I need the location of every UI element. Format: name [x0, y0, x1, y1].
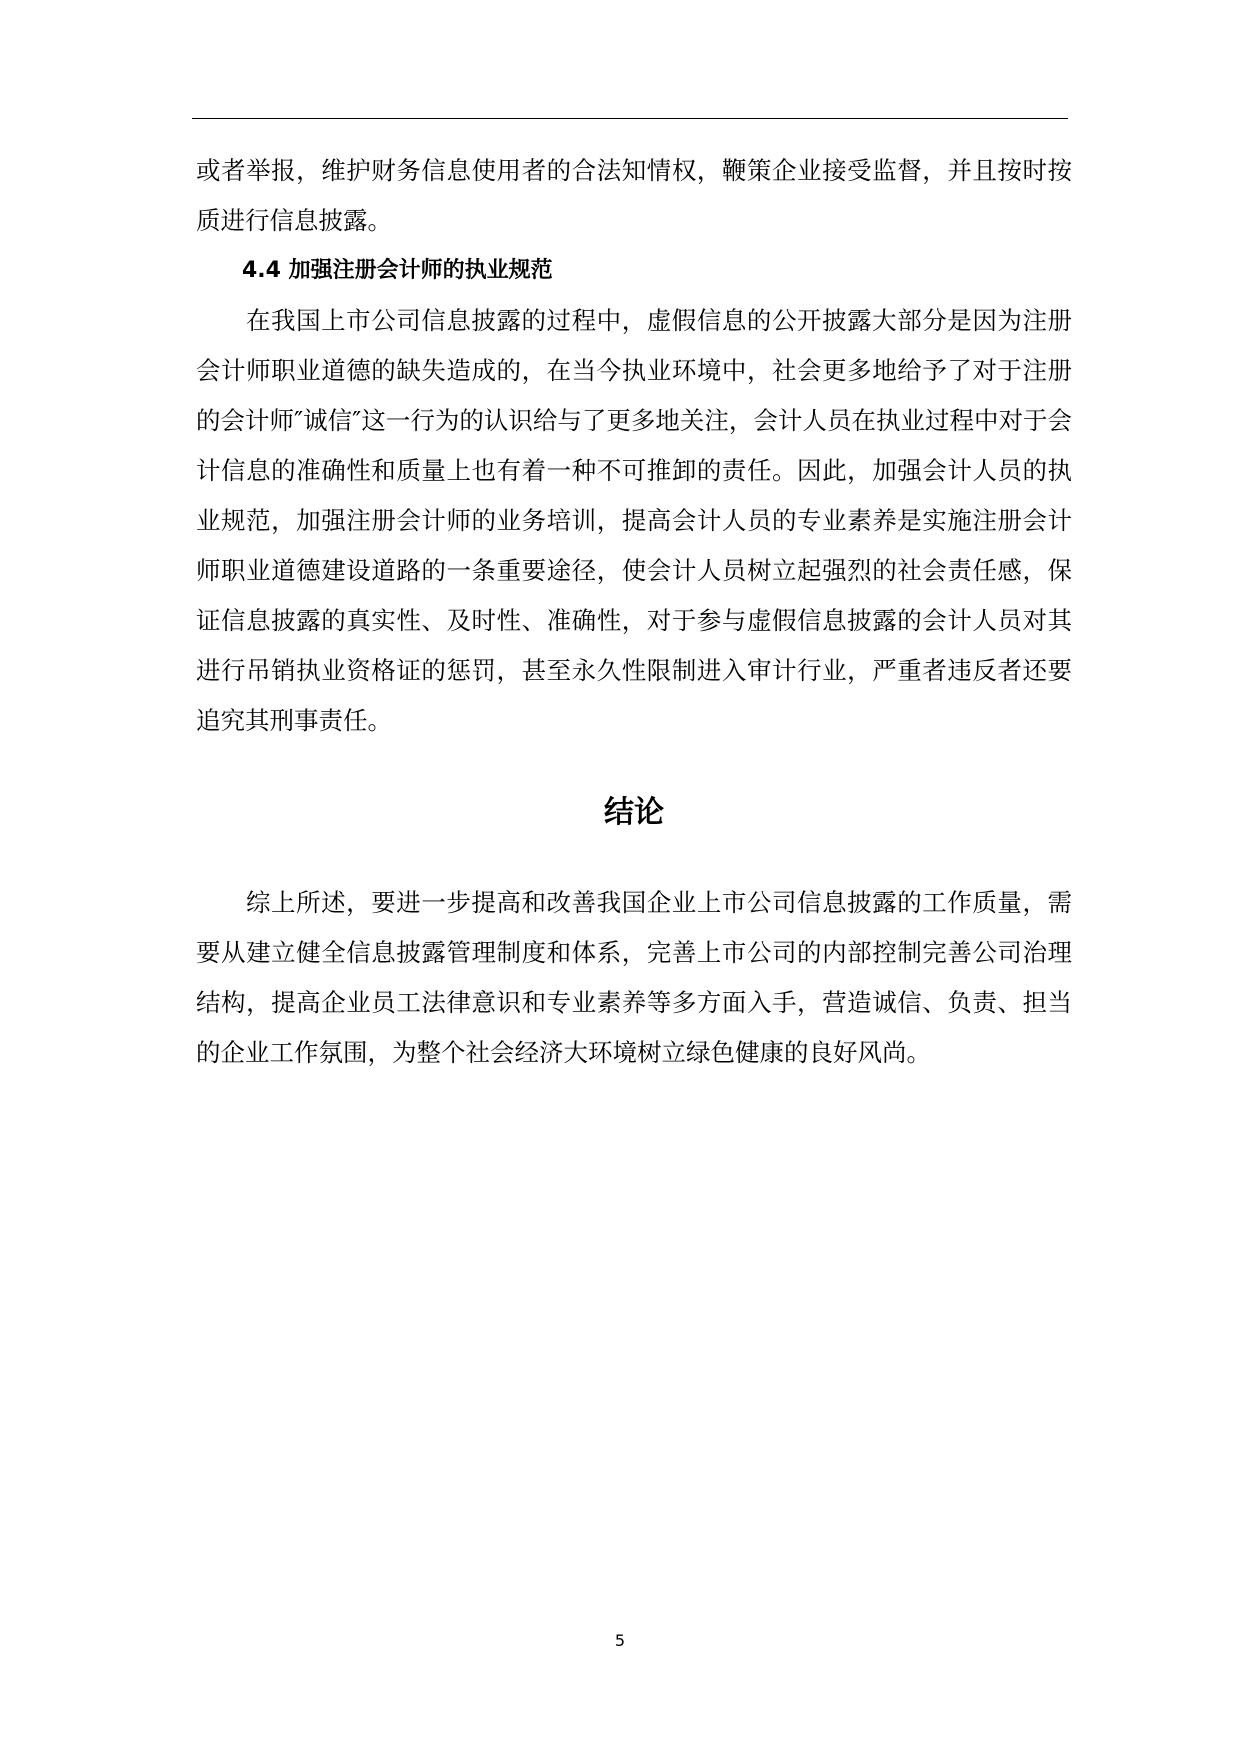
page-number: 5 [614, 1631, 626, 1650]
header-rule [192, 118, 1068, 119]
intro-paragraph: 或者举报，维护财务信息使用者的合法知情权，鞭策企业接受监督，并且按时按质进行信息披露。 [196, 156, 1072, 235]
spacer [196, 833, 1072, 878]
conclusion-title: 结论 [604, 795, 664, 830]
section-heading: 4.4 加强注册会计师的执业规范 [242, 258, 553, 283]
spacer [196, 746, 1072, 793]
conclusion-paragraph: 综上所述，要进一步提高和改善我国企业上市公司信息披露的工作质量，需要从建立健全信息披露管理制度和体系，完善上市公司的内部控制完善公司治理结构，提高企业员工法律意识和专业素养等多方面入手，营造诚信、负责、担当的企业工作氛围，为整个社会经济大环境树立绿色健康的良好风尚。 [196, 888, 1072, 1067]
page-content [196, 146, 1072, 1078]
section-paragraph: 在我国上市公司信息披露的过程中，虚假信息的公开披露大部分是因为注册会计师职业道德的缺失造成的，在当今执业环境中，社会更多地给予了对于注册的会计师″诚信″这一行为的认识给与了更多地关注，会计人员在执业过程中对于会计信息的准确性和质量上也有着一种不可推卸的责任。因此，加强会计人员的执业规范，加强注册会计师的业务培训，提高会计人员的专业素养是实施注册会计师职业道德建设道路的一条重要途径，使会计人员树立起强烈的社会责任感，保证信息披露的真实性、及时性、准确性，对于参与虚假信息披露的会计人员对其进行吊销执业资格证的惩罚，甚至永久性限制进入审计行业，严重者违反者还要追究其刑事责任。 [196, 306, 1072, 735]
